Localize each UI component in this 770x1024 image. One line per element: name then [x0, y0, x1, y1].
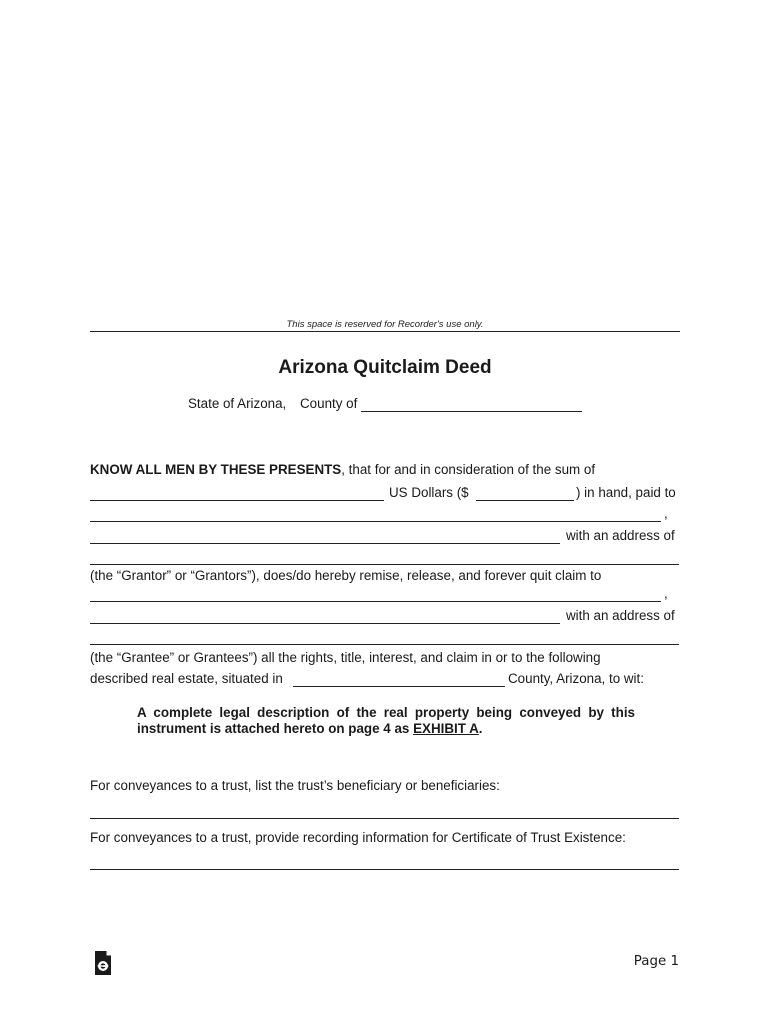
document-title: Arizona Quitclaim Deed: [278, 357, 492, 378]
situated-label: described real estate, situated in: [90, 671, 283, 686]
situated-after-label: County, Arizona, to wit:: [508, 671, 644, 686]
eforms-logo-icon: [93, 950, 113, 976]
grantor-address-field[interactable]: [90, 564, 679, 565]
trust-beneficiary-field[interactable]: [90, 818, 679, 819]
county-situated-field[interactable]: [293, 686, 505, 687]
exhibit-end: .: [478, 721, 483, 736]
trust-recording-label: For conveyances to a trust, provide recording information for Certificate of Trust Existence:: [90, 830, 626, 845]
intro-bold: KNOW ALL MEN BY THESE PRESENTS: [90, 462, 342, 477]
grantee-name-field-2[interactable]: [90, 623, 560, 624]
state-label: State of Arizona,: [188, 396, 287, 411]
grantor-comma: ,: [664, 506, 668, 521]
grantee-comma: ,: [664, 586, 668, 601]
us-dollars-label: US Dollars ($: [389, 485, 469, 500]
trust-beneficiary-label: For conveyances to a trust, list the trust’s beneficiary or beneficiaries:: [90, 778, 500, 793]
grantor-name-field-2[interactable]: [90, 543, 560, 544]
recorder-divider: [90, 331, 680, 332]
grantee-clause: (the “Grantee” or Grantees”) all the rights, title, interest, and claim in or to the following: [90, 650, 601, 665]
grantee-address-field[interactable]: [90, 644, 679, 645]
page-number: Page 1: [633, 954, 679, 969]
consideration-amount-words-field[interactable]: [90, 500, 384, 501]
intro-paragraph: [90, 462, 595, 478]
consideration-amount-number-field[interactable]: [476, 500, 574, 501]
exhibit-statement: [137, 705, 635, 737]
grantee-name-field[interactable]: [90, 601, 661, 602]
exhibit-a-link[interactable]: EXHIBIT A: [413, 721, 479, 736]
grantee-address-label: with an address of: [566, 608, 675, 623]
grantor-clause: (the “Grantor” or “Grantors”), does/do hereby remise, release, and forever quit claim to: [90, 568, 602, 583]
exhibit-text: A complete legal description of the real property being conveyed by this instrument is attached hereto on page 4 as: [137, 705, 635, 736]
in-hand-label: ) in hand, paid to: [576, 485, 676, 500]
grantor-name-field[interactable]: [90, 521, 661, 522]
grantor-address-label: with an address of: [566, 528, 675, 543]
trust-recording-field[interactable]: [90, 869, 679, 870]
county-label: County of: [300, 396, 358, 411]
intro-rest: , that for and in consideration of the sum of: [341, 462, 596, 477]
county-field[interactable]: [361, 411, 582, 412]
recorder-note: This space is reserved for Recorder's use only.: [286, 319, 484, 330]
